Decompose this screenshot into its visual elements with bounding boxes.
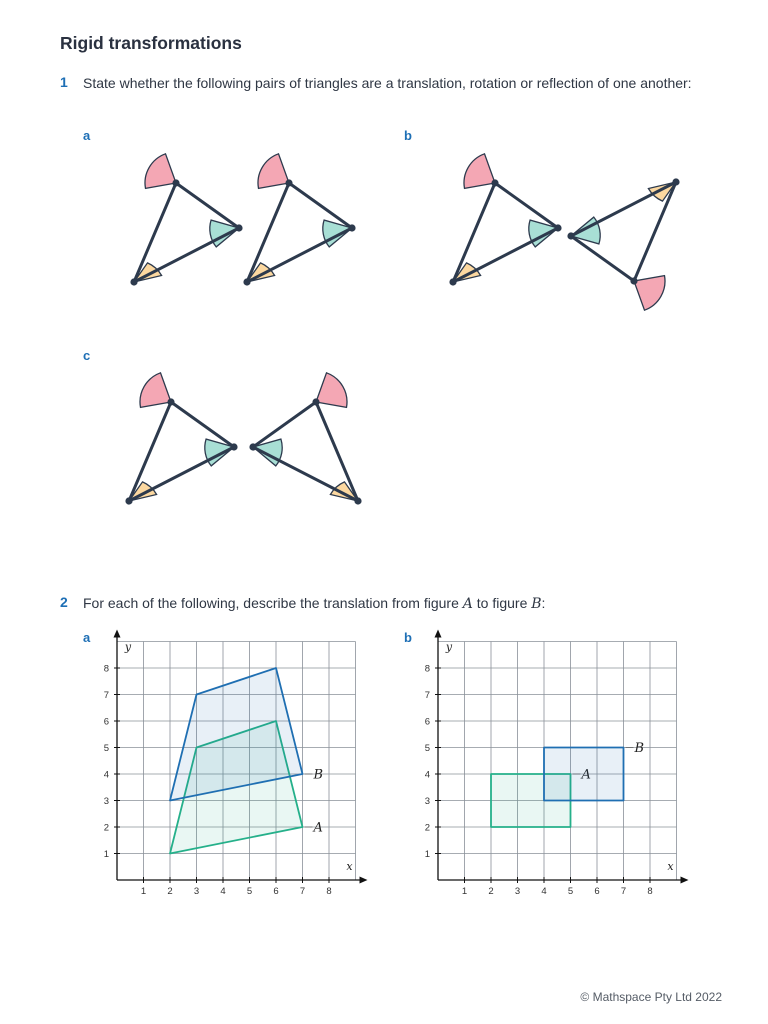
q1-part-b-label: b [404,128,412,143]
y-axis-label: y [124,640,132,654]
figure-b-ref: B [531,596,542,612]
y-axis-label: y [445,640,453,654]
x-tick-label: 8 [326,886,332,897]
y-tick-label: 5 [424,743,430,754]
q1-part-a-label: a [83,128,91,143]
x-tick-label: 2 [488,886,494,897]
y-tick-label: 2 [424,822,430,834]
y-axis-arrow [435,630,442,638]
y-tick-label: 6 [103,716,109,728]
figure-b [544,748,624,801]
y-tick-label: 8 [103,663,109,675]
x-tick-label: 8 [647,886,653,897]
x-tick-label: 3 [514,886,521,897]
q1-part-c-label: c [83,348,91,363]
x-tick-label: 1 [461,886,468,897]
y-tick-label: 3 [424,796,430,807]
x-tick-label: 5 [246,886,253,897]
y-tick-label: 6 [424,716,430,728]
question-1-text: State whether the following pairs of triangles are a translation, rotation or reflection of one another: [83,75,692,91]
page-title: Rigid transformations [60,33,242,53]
y-tick-label: 3 [103,796,109,807]
q2-part-b-label: b [404,630,412,645]
question-1-number: 1 [60,74,68,90]
x-tick-label: 4 [220,886,226,897]
x-tick-label: 6 [594,886,600,897]
y-tick-label: 8 [424,663,430,675]
x-tick-label: 1 [140,886,147,897]
figure-a-label: A [581,767,591,783]
x-axis-label: x [346,860,353,873]
question-2-text: For each of the following, describe the translation from figure A to figure B: [83,595,546,612]
copyright-footer: © Mathspace Pty Ltd 2022 [580,990,722,1004]
q2-part-a-label: a [83,630,91,645]
x-axis-arrow [681,877,689,884]
x-tick-label: 7 [620,886,627,897]
y-tick-label: 4 [424,769,430,781]
figure-a-ref: A [462,596,473,612]
figure-b-label: B [634,741,645,756]
y-tick-label: 7 [424,690,430,701]
y-tick-label: 4 [103,769,109,781]
x-tick-label: 7 [299,886,306,897]
y-tick-label: 1 [424,849,430,860]
x-tick-label: 6 [273,886,279,897]
x-axis-label: x [667,860,674,873]
question-2-number: 2 [60,594,68,610]
y-tick-label: 1 [103,849,109,860]
x-tick-label: 2 [167,886,173,897]
figure-a-label: A [313,820,323,836]
figure-b-label: B [313,767,324,783]
y-tick-label: 5 [103,743,109,754]
y-tick-label: 2 [103,822,109,834]
x-tick-label: 3 [193,886,200,897]
x-tick-label: 4 [541,886,547,897]
x-tick-label: 5 [567,886,574,897]
y-tick-label: 7 [103,690,109,701]
